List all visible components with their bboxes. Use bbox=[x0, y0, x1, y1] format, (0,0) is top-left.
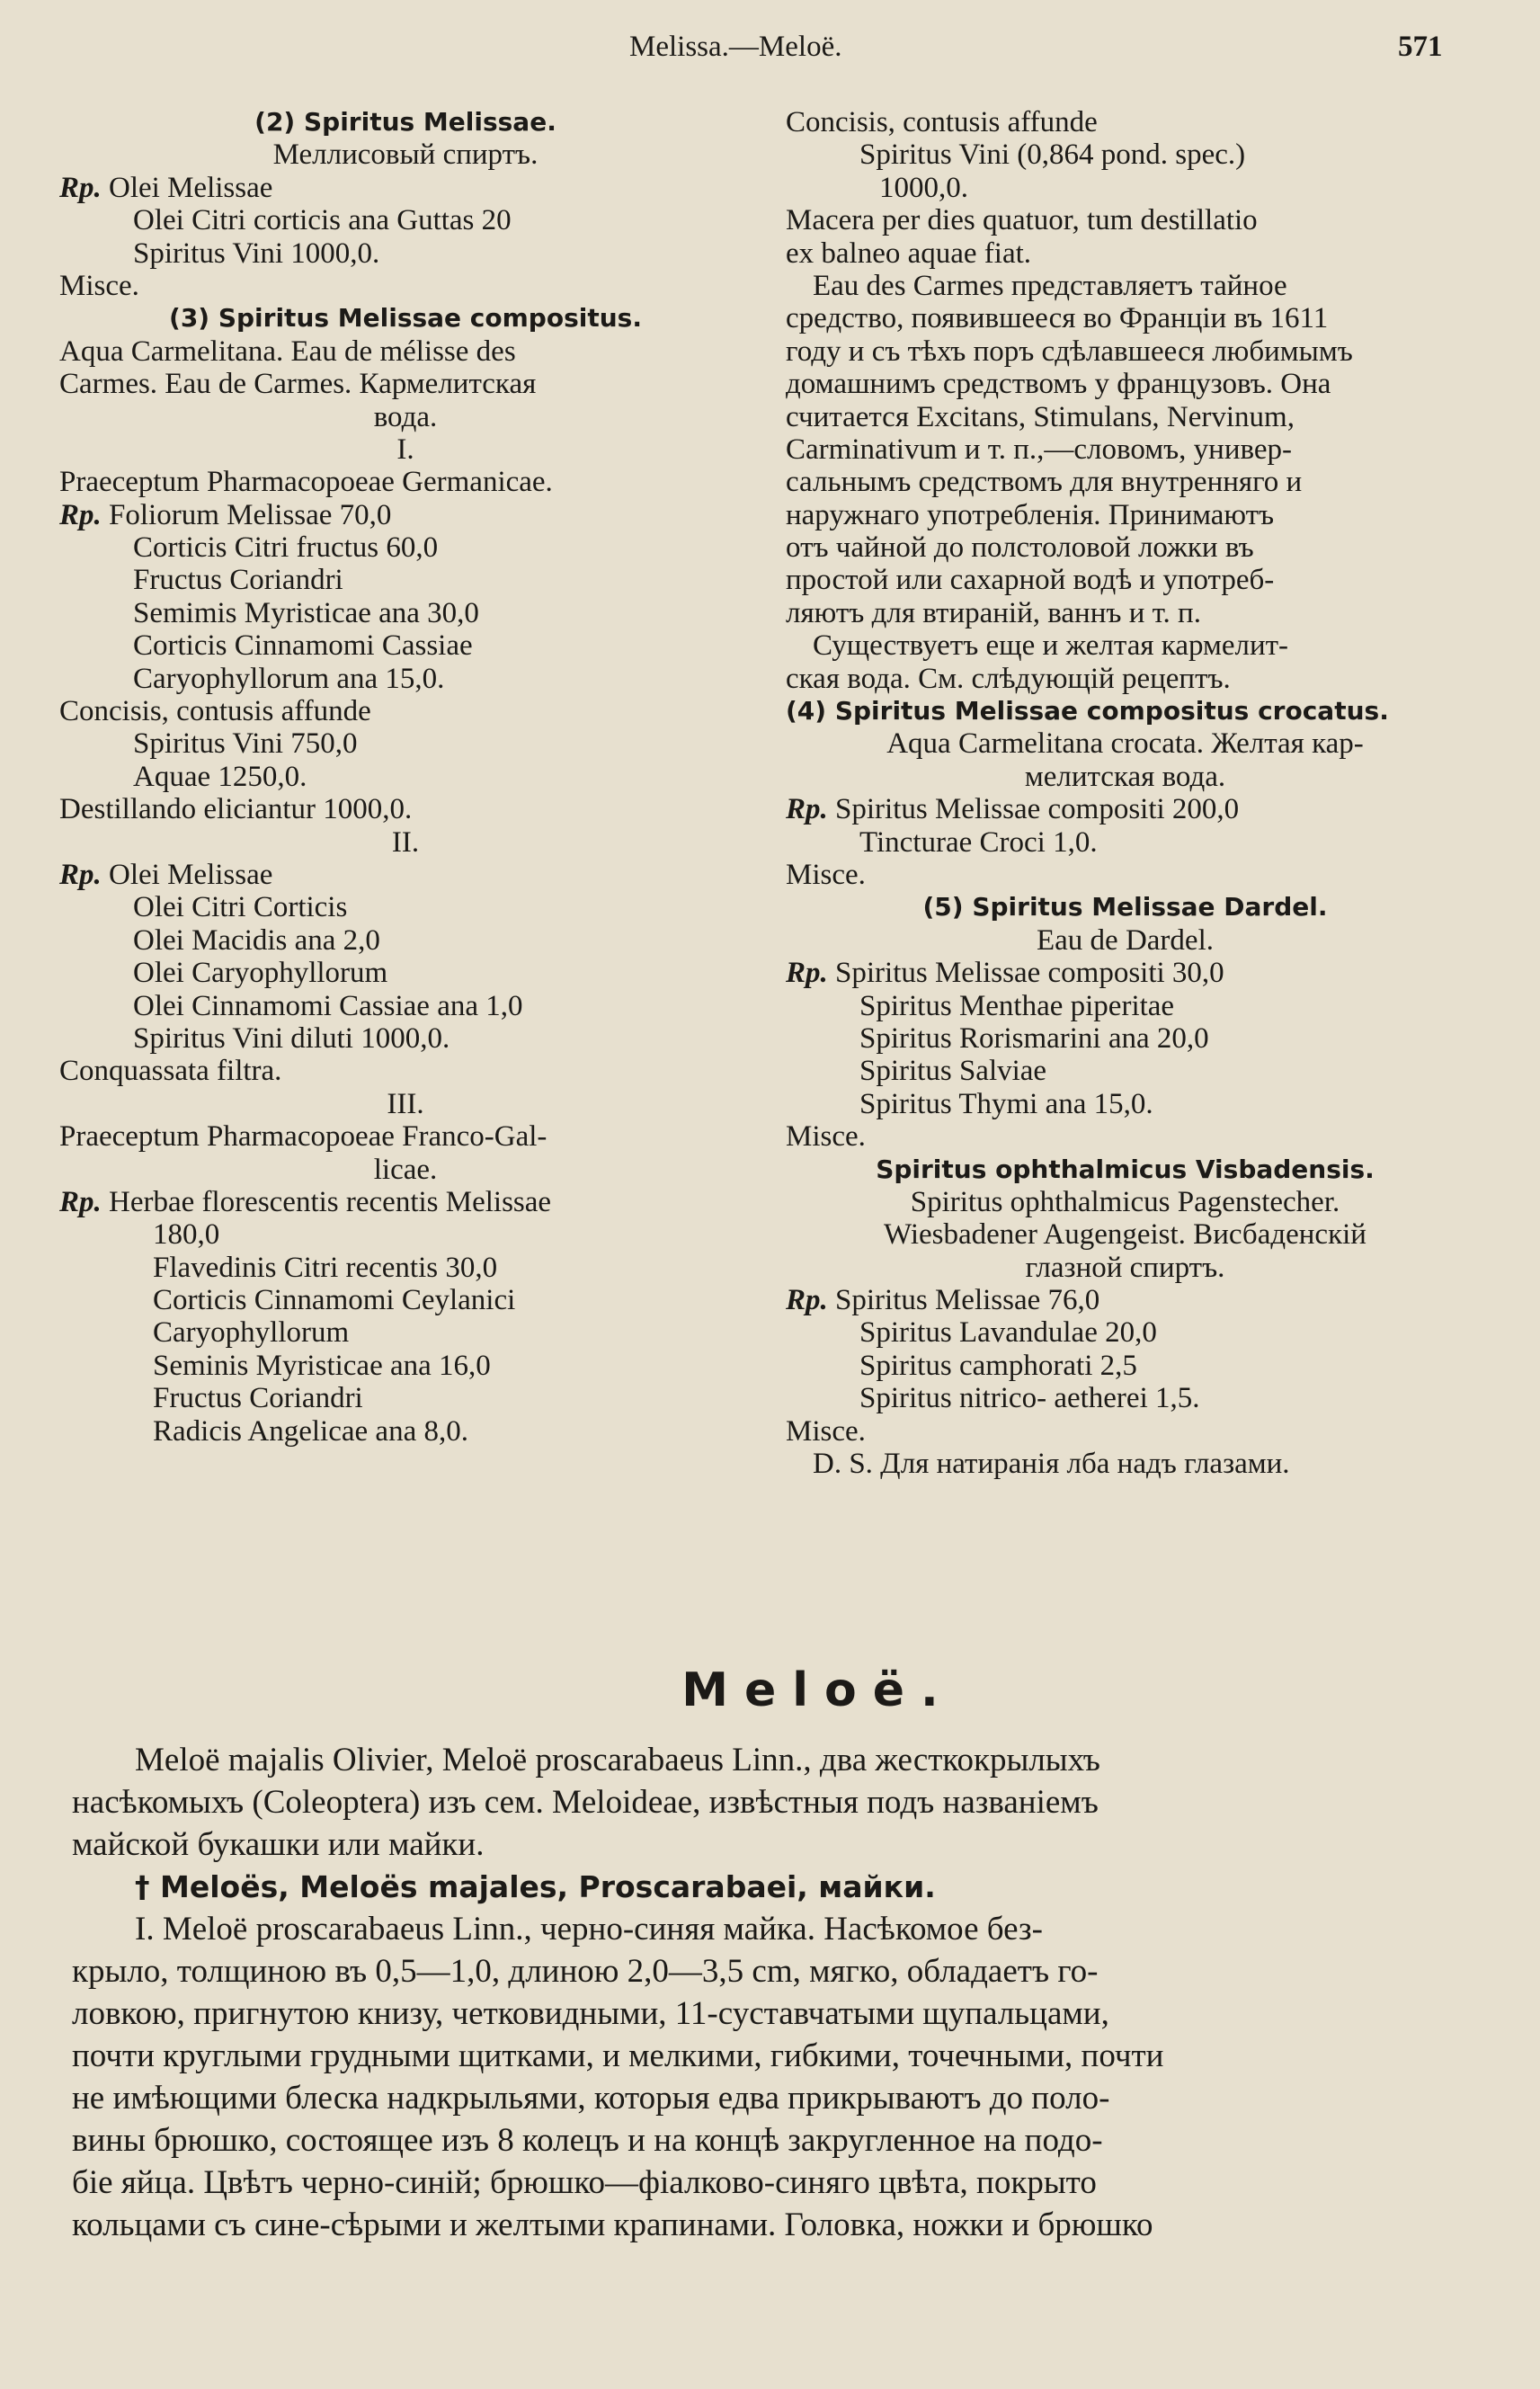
text-line: Misce. bbox=[786, 1120, 866, 1154]
text-line: Corticis Cinnamomi Cassiae bbox=[133, 629, 473, 663]
text-line: Aqua Carmelitana. Eau de mélisse des bbox=[59, 334, 516, 368]
rp-text: Spiritus Melissae compositi 200,0 bbox=[827, 793, 1240, 826]
text-line: ская вода. См. слѣдующій рецептъ. bbox=[786, 662, 1231, 695]
text-line: licae. bbox=[373, 1153, 438, 1186]
text-line: (4) Spiritus Melissae compositus crocatus. bbox=[786, 696, 1389, 727]
text-line: Spiritus Vini 1000,0. bbox=[133, 236, 380, 270]
text-line: Misce. bbox=[786, 1414, 866, 1448]
paragraph-line: почти круглыми грудными щитками, и мелкими, гибкими, точечными, почти bbox=[72, 2037, 1164, 2074]
article-heading: Meloë. bbox=[681, 1663, 955, 1717]
meloe-article bbox=[72, 1663, 1483, 2246]
text-line: Spiritus camphorati 2,5 bbox=[859, 1349, 1137, 1382]
text-line: Carmes. Eau de Carmes. Кармелитская bbox=[59, 368, 537, 401]
text-line: (2) Spiritus Melissae. bbox=[254, 107, 556, 137]
text-line: Radicis Angelicae ana 8,0. bbox=[153, 1414, 468, 1448]
text-line: ляютъ для втираній, ваннъ и т. п. bbox=[786, 596, 1201, 629]
text-line: вода. bbox=[373, 400, 438, 433]
text-line: считается Excitans, Stimulans, Nervinum, bbox=[786, 400, 1295, 433]
text-line: Существуетъ еще и желтая кармелит- bbox=[813, 629, 1289, 663]
text-line: Spiritus Thymi ana 15,0. bbox=[859, 1087, 1153, 1120]
paragraph-line: Meloë majalis Olivier, Meloë proscarabaeus Linn., два жесткокрылыхъ bbox=[135, 1742, 1100, 1778]
rp-text: Spiritus Melissae 76,0 bbox=[827, 1284, 1100, 1317]
rp-text: Spiritus Melissae compositi 30,0 bbox=[827, 957, 1224, 990]
text-line: 180,0 bbox=[153, 1218, 220, 1252]
rp-marker: Rp. bbox=[59, 858, 102, 891]
text-line: Olei Caryophyllorum bbox=[133, 957, 388, 990]
text-line: Olei Citri corticis ana Guttas 20 bbox=[133, 204, 512, 237]
rp-text: Herbae florescentis recentis Melissae bbox=[101, 1185, 552, 1218]
text-line: Spiritus ophthalmicus Visbadensis. bbox=[876, 1154, 1375, 1184]
article-body bbox=[72, 1739, 1483, 2246]
paragraph-line: † Meloës, Meloës majales, Proscarabaei, майки. bbox=[135, 1869, 936, 1904]
text-line: глазной спиртъ. bbox=[1025, 1251, 1225, 1284]
text-line: (3) Spiritus Melissae compositus. bbox=[169, 303, 642, 334]
text-line bbox=[59, 1186, 752, 1218]
text-line: Caryophyllorum bbox=[153, 1316, 350, 1350]
text-line: Tincturae Croci 1,0. bbox=[859, 825, 1098, 859]
text-line: Concisis, contusis affunde bbox=[59, 695, 371, 728]
paragraph-line: I. Meloë proscarabaeus Linn., черно-синяя майка. Насѣкомое без- bbox=[135, 1911, 1043, 1948]
text-line: средство, появившееся во Франціи въ 1611 bbox=[786, 302, 1329, 335]
paragraph-line: кольцами съ сине-сѣрыми и желтыми крапинами. Головка, ножки и брюшко bbox=[72, 2206, 1153, 2243]
text-line: домашнимъ средствомъ у французовъ. Она bbox=[786, 368, 1331, 401]
text-line: Fructus Coriandri bbox=[133, 564, 343, 597]
rp-marker: Rp. bbox=[786, 957, 828, 990]
text-line: Aquae 1250,0. bbox=[133, 760, 307, 793]
text-line bbox=[786, 1284, 1464, 1316]
text-line: Caryophyllorum ana 15,0. bbox=[133, 662, 445, 695]
text-line: сальнымъ средствомъ для внутренняго и bbox=[786, 466, 1303, 499]
text-line: Olei Macidis ana 2,0 bbox=[133, 923, 380, 957]
text-line: Concisis, contusis affunde bbox=[786, 106, 1098, 138]
text-line: Misce. bbox=[786, 858, 866, 891]
text-line: Меллисовый спиртъ. bbox=[272, 138, 539, 172]
rp-marker: Rp. bbox=[786, 1284, 828, 1317]
text-line bbox=[59, 859, 752, 891]
text-line bbox=[786, 793, 1464, 825]
text-line: Spiritus Rorismarini ana 20,0 bbox=[859, 1021, 1209, 1055]
text-line: Spiritus nitrico- aetherei 1,5. bbox=[859, 1382, 1200, 1415]
paragraph-line: біе яйца. Цвѣтъ черно-синій; брюшко—фіалково-синяго цвѣта, покрыто bbox=[72, 2164, 1097, 2201]
text-line bbox=[786, 957, 1464, 989]
text-line: Praeceptum Pharmacopoeae Germanicae. bbox=[59, 466, 553, 499]
text-line: Misce. bbox=[59, 269, 139, 302]
text-line: Macera per dies quatuor, tum destillatio bbox=[786, 204, 1258, 237]
text-line: Aqua Carmelitana crocata. Желтая кар- bbox=[886, 727, 1364, 761]
paragraph-line: майской букашки или майки. bbox=[72, 1826, 485, 1863]
text-line bbox=[59, 172, 752, 204]
text-line: Spiritus Salviae bbox=[859, 1055, 1047, 1088]
text-line: ex balneo aquae fiat. bbox=[786, 236, 1032, 270]
text-line: D. S. Для натиранія лба надъ глазами. bbox=[813, 1448, 1290, 1481]
rp-text: Foliorum Melissae 70,0 bbox=[101, 498, 392, 531]
paragraph-line: насѣкомыхъ (Coleoptera) изъ сем. Meloideae, извѣстныя подъ названіемъ bbox=[72, 1784, 1099, 1821]
paragraph-line: вины брюшко, состоящее изъ 8 колецъ и на концѣ закругленное на подо- bbox=[72, 2122, 1103, 2159]
text-line: Flavedinis Citri recentis 30,0 bbox=[153, 1251, 498, 1284]
text-line: Spiritus Vini diluti 1000,0. bbox=[133, 1021, 450, 1055]
text-line: простой или сахарной водѣ и употреб- bbox=[786, 564, 1275, 597]
text-line: Spiritus Vini 750,0 bbox=[133, 727, 358, 761]
text-line: мелитская вода. bbox=[1024, 760, 1226, 793]
text-line: Fructus Coriandri bbox=[153, 1382, 363, 1415]
paragraph-line: крыло, толщиною въ 0,5—1,0, длиною 2,0—3,5 cm, мягко, обладаетъ го- bbox=[72, 1953, 1099, 1990]
text-line: Corticis Citri fructus 60,0 bbox=[133, 531, 439, 565]
running-header bbox=[0, 31, 1540, 76]
text-line: II. bbox=[391, 825, 420, 859]
rp-text: Olei Melissae bbox=[101, 171, 273, 204]
right-column bbox=[786, 106, 1464, 1480]
text-line: Eau des Carmes представляетъ тайное bbox=[813, 269, 1287, 302]
text-line: I. bbox=[396, 432, 414, 466]
text-line: Spiritus Lavandulae 20,0 bbox=[859, 1316, 1157, 1350]
text-line: Praeceptum Pharmacopoeae Franco-Gal- bbox=[59, 1120, 547, 1154]
rp-marker: Rp. bbox=[59, 1185, 102, 1218]
text-line: Spiritus Vini (0,864 pond. spec.) bbox=[859, 138, 1246, 172]
rp-text: Olei Melissae bbox=[101, 858, 273, 891]
text-line: Wiesbadener Augengeist. Висбаденскій bbox=[884, 1218, 1366, 1252]
page-number: 571 bbox=[1398, 31, 1443, 63]
text-line: Seminis Myristicae ana 16,0 bbox=[153, 1349, 491, 1382]
paragraph-line: ловкою, пригнутою книзу, четковидными, 11-суставчатыми щупальцами, bbox=[72, 1995, 1109, 2032]
text-line: Semimis Myristicae ana 30,0 bbox=[133, 596, 479, 629]
header-title: Melissa.—Meloë. bbox=[629, 31, 842, 63]
left-column bbox=[59, 106, 752, 1448]
text-line: Corticis Cinnamomi Ceylanici bbox=[153, 1284, 516, 1317]
rp-marker: Rp. bbox=[59, 171, 102, 204]
text-line: Destillando eliciantur 1000,0. bbox=[59, 793, 413, 826]
text-line: Conquassata filtra. bbox=[59, 1055, 282, 1088]
text-line bbox=[59, 499, 752, 531]
text-line: наружнаго употребленія. Принимаютъ bbox=[786, 498, 1275, 531]
text-line: Olei Cinnamomi Cassiae ana 1,0 bbox=[133, 989, 523, 1022]
text-line: Eau de Dardel. bbox=[1037, 923, 1214, 957]
text-line: Carminativum и т. п.,—словомъ, универ- bbox=[786, 432, 1293, 466]
rp-marker: Rp. bbox=[786, 793, 828, 826]
rp-marker: Rp. bbox=[59, 498, 102, 531]
text-line: Spiritus Menthae piperitae bbox=[859, 989, 1175, 1022]
text-line: 1000,0. bbox=[879, 171, 968, 204]
text-line: году и съ тѣхъ поръ сдѣлавшееся любимымъ bbox=[786, 334, 1353, 368]
text-line: Olei Citri Corticis bbox=[133, 891, 348, 924]
paragraph-line: не имѣющими блеска надкрыльями, которыя едва прикрываютъ до поло- bbox=[72, 2080, 1110, 2117]
text-line: III. bbox=[387, 1087, 424, 1120]
text-line: Spiritus ophthalmicus Pagenstecher. bbox=[910, 1185, 1340, 1218]
text-line: отъ чайной до полстоловой ложки въ bbox=[786, 531, 1254, 565]
text-line: (5) Spiritus Melissae Dardel. bbox=[922, 892, 1328, 923]
